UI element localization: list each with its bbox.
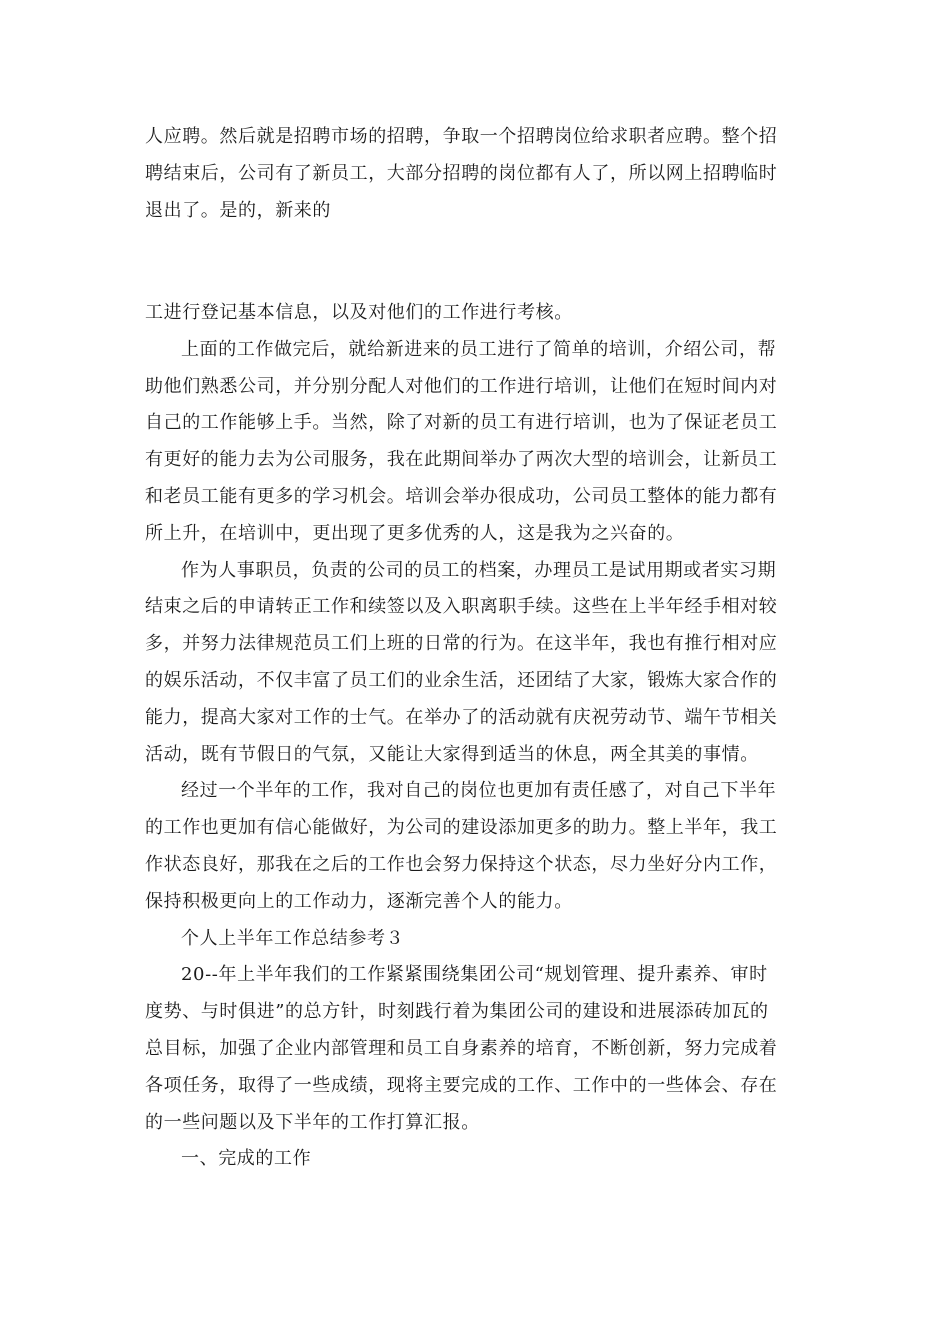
text-line: 上面的工作做完后，就给新进来的员工进行了简单的培训，介绍公司，帮 [181,338,777,360]
text-line: 有更好的能力去为公司服务，我在此期间举办了两次大型的培训会，让新员工 [145,449,778,471]
text-line: 助他们熟悉公司，并分别分配人对他们的工作进行培训，让他们在短时间内对 [145,375,778,397]
text-line: 工进行登记基本信息，以及对他们的工作进行考核。 [145,302,573,323]
text-line: 总目标，加强了企业内部管理和员工自身素养的培育，不断创新，努力完成着 [145,1037,778,1059]
text-line: 结束之后的申请转正工作和续签以及入职离职手续。这些在上半年经手相对较 [145,596,778,618]
text-line: 个人上半年工作总结参考３ [181,927,405,949]
text-line: 作状态良好，那我在之后的工作也会努力保持这个状态，尽力坐好分内工作， [145,853,778,875]
text-line: 多，并努力法律规范员工们上班的日常的行为。在这半年，我也有推行相对应 [145,633,778,655]
text-line: 作为人事职员，负责的公司的员工的档案，办理员工是试用期或者实习期 [181,559,777,581]
paragraph-block-main [145,295,805,1178]
text-line: 自己的工作能够上手。当然，除了对新的员工有进行培训，也为了保证老员工 [145,412,778,434]
text-line: 活动，既有节假日的气氛，又能让大家得到适当的休息，两全其美的事情。 [145,743,759,765]
text-line: 的一些问题以及下半年的工作打算汇报。 [145,1111,480,1133]
text-line: 人应聘。然后就是招聘市场的招聘，争取一个招聘岗位给求职者应聘。整个招 [145,126,778,147]
text-line: 的工作也更加有信心能做好，为公司的建设添加更多的助力。整上半年，我工 [145,817,778,839]
paragraph-block-top [145,119,805,229]
text-line: 各项任务，取得了一些成绩，现将主要完成的工作、工作中的一些体会、存在 [145,1074,778,1096]
text-line: 所上升，在培训中，更出现了更多优秀的人，这是我为之兴奋的。 [145,522,685,544]
text-line: 度势、与时俱进”的总方针，时刻践行着为集团公司的建设和进展添砖加瓦的 [145,1001,769,1023]
text-line: 退出了。是的，新来的 [145,199,331,221]
text-line: 20--年上半年我们的工作紧紧围绕集团公司“规划管理、提升素养、审时 [181,964,768,986]
text-line: 的娱乐活动，不仅丰富了员工们的业余生活，还团结了大家，锻炼大家合作的 [145,669,778,691]
text-line: 保持积极更向上的工作动力，逐渐完善个人的能力。 [145,890,573,912]
text-line: 一、完成的工作 [181,1148,312,1170]
text-line: 经过一个半年的工作，我对自己的岗位也更加有责任感了，对自己下半年 [181,780,777,802]
text-line: 能力，提高大家对工作的士气。在举办了的活动就有庆祝劳动节、端午节相关 [145,706,778,728]
text-line: 和老员工能有更多的学习机会。培训会举办很成功，公司员工整体的能力都有 [145,485,778,507]
text-line: 聘结束后，公司有了新员工，大部分招聘的岗位都有人了，所以网上招聘临时 [145,162,778,184]
